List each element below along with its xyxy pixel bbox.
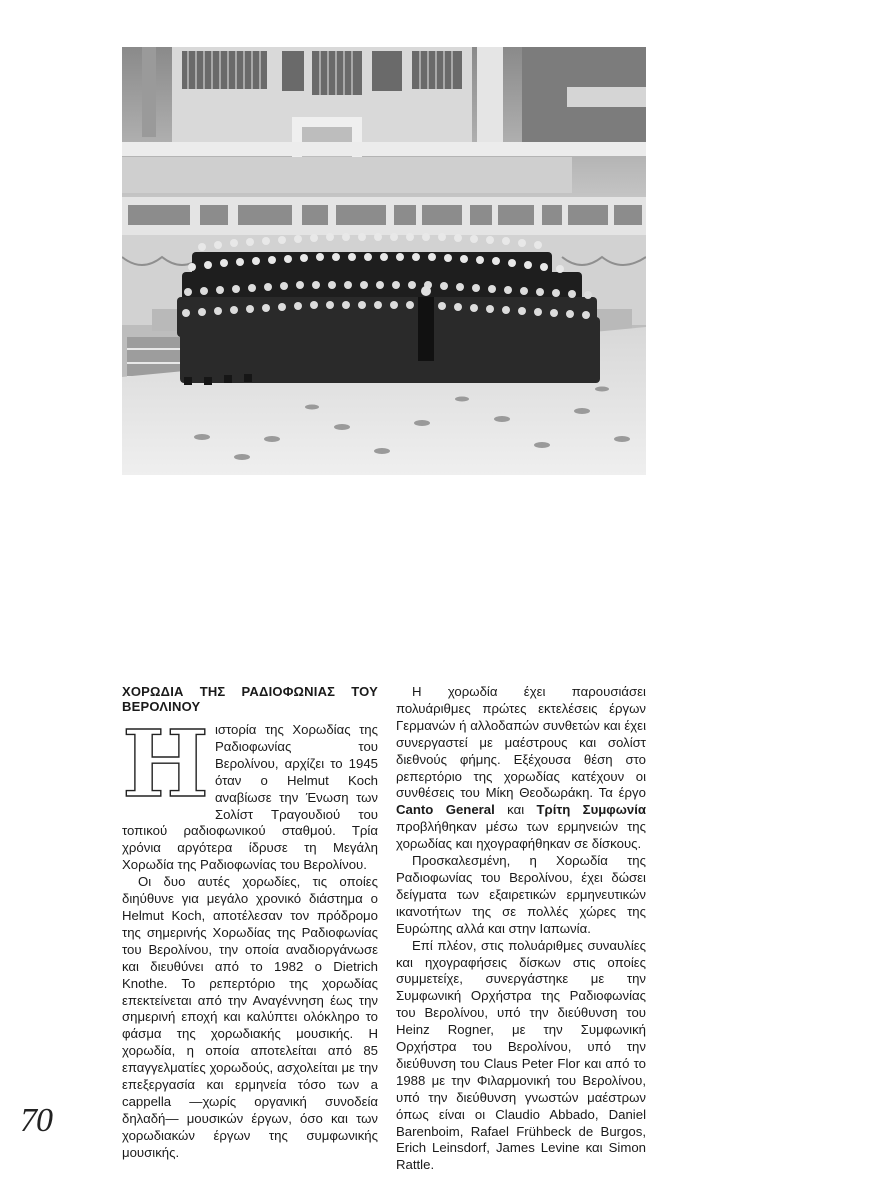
work-third-symphony: Τρίτη Συμφωνία: [536, 802, 646, 818]
paragraph-collaborations: Επί πλέον, στις πολυάριθμες συναυλίες και ηχογραφήσεις δίσκων στις οποίες συμμετείχε, συνεργάστηκε με την Συμφωνική Ορχήστρα της Ραδιοφωνίας του Βερολίνου, υπό την διεύθυνση του Heinz Rogner, με την Συμφωνική Ορχήστρα του Βερολίνου, υπό την διεύθυνση του Claus Peter Flor και από το 1988 με την Φιλαρμονική του Βερολίνου, υπό την διεύθυνση γνωστών μαέστρων όπως είναι οι Claudio Abbado, Daniel Barenboim, Rafael Frühbeck de Burgos, Erich Leinsdorf, James Levine και Simon Rattle.: [396, 937, 646, 1173]
article-heading: ΧΟΡΩΔΙΑ ΤΗΣ ΡΑΔΙΟΦΩΝΙΑΣ ΤΟΥ ΒΕΡΟΛΙΝΟΥ: [122, 684, 378, 714]
choir-photo-icon: [122, 47, 646, 475]
paragraph-repertoire-end: προβλήθηκαν μέσω των ερμηνειών της χορωδίας και ηχογραφήθηκαν σε δίσκους.: [396, 819, 646, 852]
paragraph-intro: [122, 710, 378, 874]
article-column-left: [122, 684, 378, 1162]
page-number: 70: [20, 1102, 52, 1139]
article-column-right: [396, 684, 646, 1174]
choir-photo: [122, 47, 646, 475]
paragraph-history: Οι δυο αυτές χορωδίες, τις οποίες διηύθυνε για μεγάλο χρονικό διάστημα ο Helmut Koch, αποτέλεσαν τον πρόδρομο της σημερινής Χορωδίας της Ραδιοφωνίας του Βερολίνου, την οποία αναδιοργάνωσε και διευθύνει από το 1982 ο Dietrich Knothe. Το ρεπερτόριο της χορωδίας επεκτείνεται από την Αναγέννηση έως την σημερινή εποχή και καλύπτει ολόκληρο το φάσμα της χορωδιακής μουσικής. Η χορωδία, η οποία αποτελείται από 85 επαγγελματίες χορωδούς, ασχολείται με την επεξεργασία και ερμηνεία τόσο των a cappella —χωρίς οργανική συνοδεία δηλαδή— μουσικών έργων, όσο και των χορωδιακών έργων της συμφωνικής μουσικής.: [122, 874, 378, 1160]
paragraph-intro-text: ιστορία της Χορωδίας της Ραδιοφωνίας του Βερολίνου, αρχίζει το 1945 όταν ο Helmut Koch αναβίωσε την Ένωση των Σολίστ Τραγουδιού του τοπικού ραδιοφωνικού σταθμού. Τρία χρόνια αργότερα ίδρυσε τη Μεγάλη Χορωδία της Ραδιοφωνίας του Βερολίνου.: [122, 722, 378, 873]
paragraph-repertoire: [396, 684, 646, 853]
work-canto-general: Canto General: [396, 802, 495, 818]
paragraph-tours: Προσκαλεσμένη, η Χορωδία της Ραδιοφωνίας του Βερολίνου, έχει δώσει δείγματα των εξαιρετικών ερμηνευτικών ικανοτήτων της σε πολλές χώρες της Ευρώπης αλλά και στην Ιαπωνία.: [396, 853, 646, 936]
drop-cap: Η: [122, 710, 209, 818]
conjunction: και: [507, 802, 525, 818]
paragraph-repertoire-text: Η χορωδία έχει παρουσιάσει πολυάριθμες πρώτες εκτελέσεις έργων Γερμανών ή αλλοδαπών συνθετών και έχει συνεργαστεί με μαέστρους και σολίστ διεθνούς φήμης. Εξέχουσα θέση στο ρεπερτόριο της χορωδίας κατέχουν οι συνθέσεις του Μίκη Θεοδωράκη. Τα έργο: [396, 684, 646, 801]
